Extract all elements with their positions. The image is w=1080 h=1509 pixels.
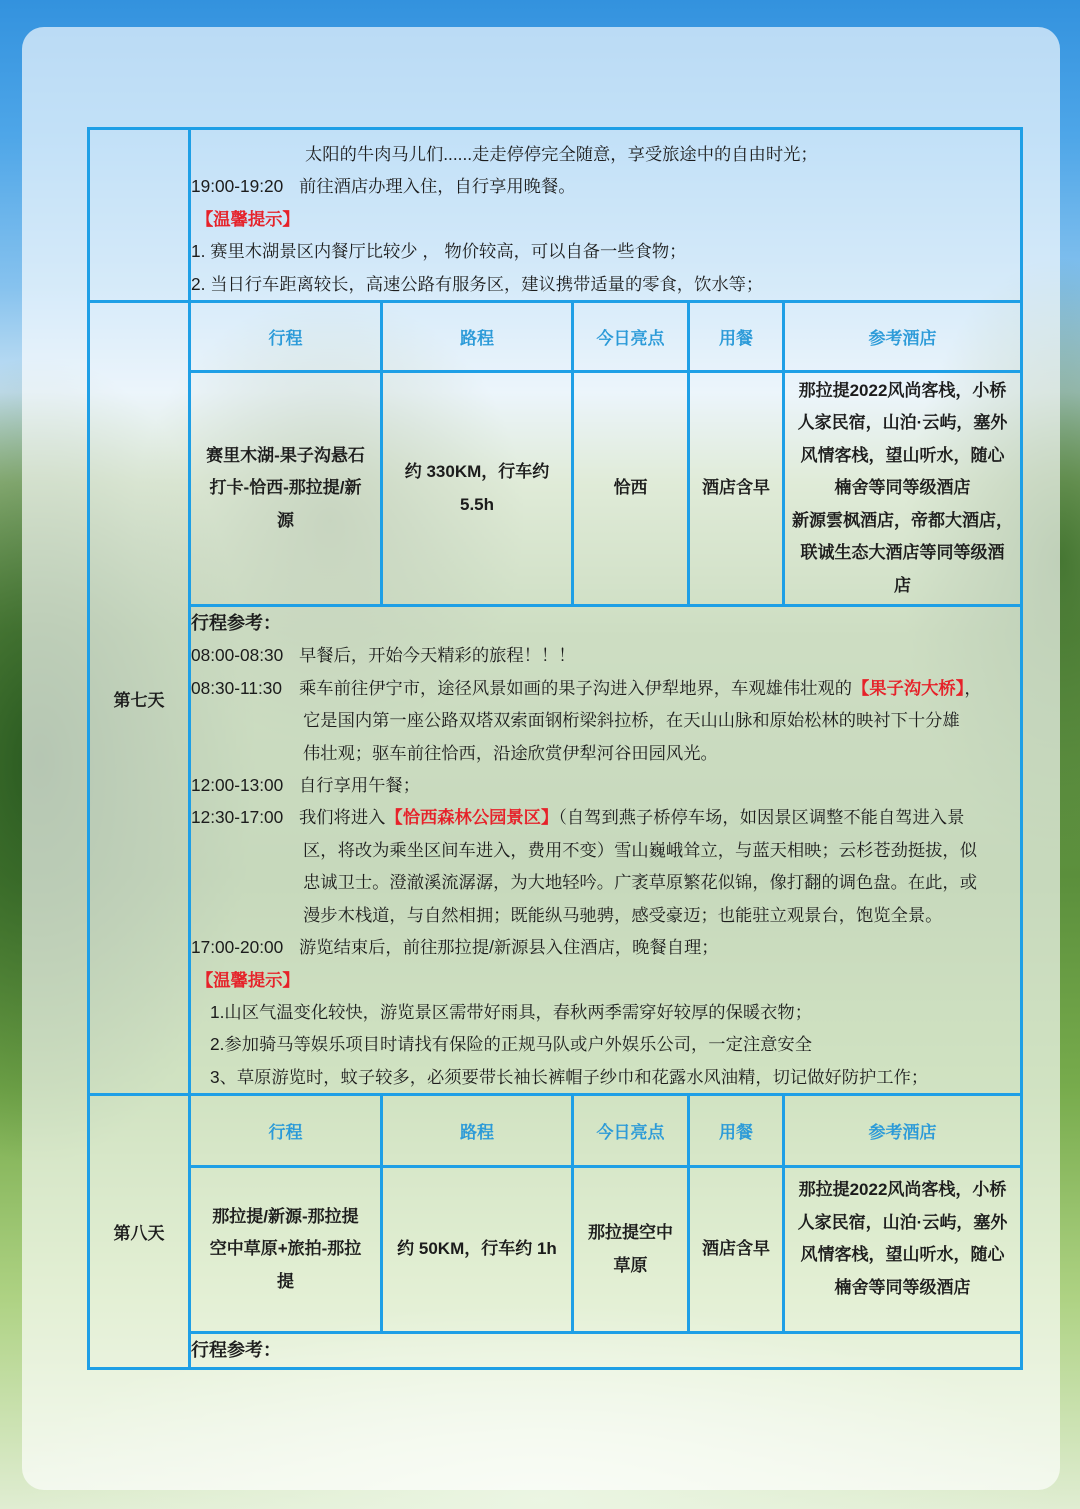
schedule-time: 17:00-20:00 — [191, 937, 284, 958]
schedule-continuation: 漫步木栈道，与自然相拥；既能纵马驰骋，感受豪迈；也能驻立观景台，饱览全景。 — [303, 904, 943, 925]
hotel-line: 人家民宿，山泊·云屿，塞外 — [797, 1212, 1008, 1232]
highlight-line: 恰西 — [613, 478, 648, 498]
schedule-time: 08:00-08:30 — [191, 645, 284, 666]
schedule-item — [191, 931, 1020, 963]
header-distance: 路程 — [382, 302, 573, 372]
day7-header-row — [89, 302, 1022, 372]
warning-item: 1. 赛里木湖景区内餐厅比较少 ， 物价较高，可以自备一些食物； — [191, 241, 687, 262]
header-route: 行程 — [190, 1095, 382, 1167]
hotel-line: 店 — [894, 575, 911, 595]
distance-line: 约 330KM，行车约 — [404, 462, 550, 482]
header-meals: 用餐 — [689, 302, 784, 372]
day-details — [190, 1333, 1022, 1368]
day-label-cell-empty — [89, 129, 190, 302]
day-label: 第八天 — [89, 1095, 190, 1368]
schedule-text: 前往酒店办理入住，自行享用晚餐。 — [299, 176, 576, 197]
highlight-cell — [573, 372, 689, 606]
distance-cell — [382, 1167, 573, 1333]
schedule-time: 12:00-13:00 — [191, 775, 284, 796]
schedule-item — [191, 801, 1020, 833]
route-line: 那拉提/新源-那拉提 — [212, 1206, 359, 1226]
warning-item: 1.山区气温变化较快，游览景区需带好雨具，春秋两季需穿好较厚的保暖衣物； — [210, 1001, 812, 1022]
schedule-continuation: 忠诚卫士。澄澈溪流潺潺，为大地轻吟。广袤草原繁花似锦，像打翻的调色盘。在此，或 — [303, 872, 977, 893]
highlight-line: 草原 — [613, 1255, 648, 1275]
schedule-text: 我们将进入 — [299, 807, 386, 828]
header-highlight: 今日亮点 — [573, 1095, 689, 1167]
route-line: 空中草原+旅拍-那拉 — [209, 1239, 362, 1259]
day8-summary-row — [89, 1167, 1022, 1333]
warning-item: 2. 当日行车距离较长，高速公路有服务区，建议携带适量的零食，饮水等； — [191, 273, 764, 294]
header-meals: 用餐 — [689, 1095, 784, 1167]
schedule-text: 游览结束后，前往那拉提/新源县入住酒店，晚餐自理； — [299, 937, 719, 958]
hotel-line: 人家民宿，山泊·云屿，塞外 — [797, 413, 1008, 433]
schedule-highlight: 【恰西森林公园景区】 — [385, 807, 559, 828]
warning-title: 【温馨提示】 — [196, 969, 300, 990]
route-cell — [190, 372, 382, 606]
itinerary-table — [87, 127, 1023, 1370]
distance-line: 5.5h — [459, 494, 495, 514]
schedule-text: 早餐后，开始今天精彩的旅程！！！ — [299, 645, 576, 666]
warning-title: 【温馨提示】 — [196, 208, 300, 229]
route-line: 提 — [277, 1271, 294, 1291]
header-hotel: 参考酒店 — [784, 1095, 1022, 1167]
continuation-line: 太阳的牛肉马儿们......走走停停完全随意，享受旅途中的自由时光； — [305, 144, 818, 164]
distance-cell — [382, 372, 573, 606]
schedule-continuation: 区，将改为乘坐区间车进入，费用不变）雪山巍峨耸立，与蓝天相映；云杉苍劲挺拔，似 — [303, 839, 977, 860]
warning-item: 3、草原游览时，蚊子较多，必须要带长袖长裤帽子纱巾和花露水风油精，切记做好防护工作； — [210, 1066, 929, 1087]
hotel-line: 联诚生态大酒店等同等级酒 — [800, 543, 1005, 563]
meals-cell: 酒店含早 — [689, 372, 784, 606]
header-distance: 路程 — [382, 1095, 573, 1167]
warning-item: 2.参加骑马等娱乐项目时请找有保险的正规马队或户外娱乐公司，一定注意安全 — [210, 1034, 812, 1055]
schedule-item — [191, 769, 1020, 801]
hotel-cell — [784, 372, 1022, 606]
hotel-line: 新源雲枫酒店，帝都大酒店， — [792, 510, 1013, 530]
hotel-line: 风情客栈，望山听水，随心 — [800, 1245, 1005, 1265]
hotel-line: 那拉提2022风尚客栈，小桥 — [798, 1180, 1007, 1200]
schedule-text: 乘车前往伊宁市，途径风景如画的果子沟进入伊犁地界，车观雄伟壮观的 — [299, 677, 853, 698]
day8-header-row — [89, 1095, 1022, 1167]
route-line: 源 — [277, 510, 294, 530]
details-title: 行程参考： — [191, 1340, 281, 1361]
day7-details-row — [89, 606, 1022, 1095]
schedule-text: ， — [964, 677, 982, 698]
schedule-continuation: 它是国内第一座公路双塔双索面钢桁梁斜拉桥，在天山山脉和原始松林的映衬下十分雄 — [303, 710, 960, 731]
details-title: 行程参考： — [191, 613, 281, 634]
hotel-line: 楠舍等同等级酒店 — [834, 478, 971, 498]
schedule-item — [191, 672, 1020, 704]
schedule-time: 08:30-11:30 — [191, 677, 282, 698]
previous-day-tail-row — [89, 129, 1022, 302]
route-line: 打卡-恰西-那拉提/新 — [209, 478, 362, 498]
header-route: 行程 — [190, 302, 382, 372]
route-cell — [190, 1167, 382, 1333]
highlight-line: 那拉提空中 — [588, 1223, 673, 1243]
header-highlight: 今日亮点 — [573, 302, 689, 372]
day-details — [190, 606, 1022, 1095]
hotel-line: 那拉提2022风尚客栈，小桥 — [798, 380, 1007, 400]
schedule-highlight: 【果子沟大桥】 — [852, 677, 965, 698]
highlight-cell — [573, 1167, 689, 1333]
previous-day-details — [190, 129, 1022, 302]
meals-cell: 酒店含早 — [689, 1167, 784, 1333]
distance-line: 约 50KM，行车约 1h — [397, 1239, 557, 1259]
schedule-item — [191, 170, 1020, 202]
day-label: 第七天 — [89, 302, 190, 1095]
schedule-continuation: 伟壮观；驱车前往恰西，沿途欣赏伊犁河谷田园风光。 — [303, 742, 718, 763]
hotel-cell — [784, 1167, 1022, 1333]
day8-details-row — [89, 1333, 1022, 1368]
schedule-text: 自行享用午餐； — [299, 775, 420, 796]
hotel-line: 楠舍等同等级酒店 — [834, 1277, 971, 1297]
schedule-text: （自驾到燕子桥停车场，如因景区调整不能自驾进入景 — [558, 807, 965, 828]
schedule-time: 12:30-17:00 — [191, 807, 284, 828]
route-line: 赛里木湖-果子沟悬石 — [206, 445, 365, 465]
schedule-item — [191, 639, 1020, 671]
hotel-line: 风情客栈，望山听水，随心 — [800, 445, 1005, 465]
header-hotel: 参考酒店 — [784, 302, 1022, 372]
day7-summary-row — [89, 372, 1022, 606]
schedule-time: 19:00-19:20 — [191, 176, 284, 197]
